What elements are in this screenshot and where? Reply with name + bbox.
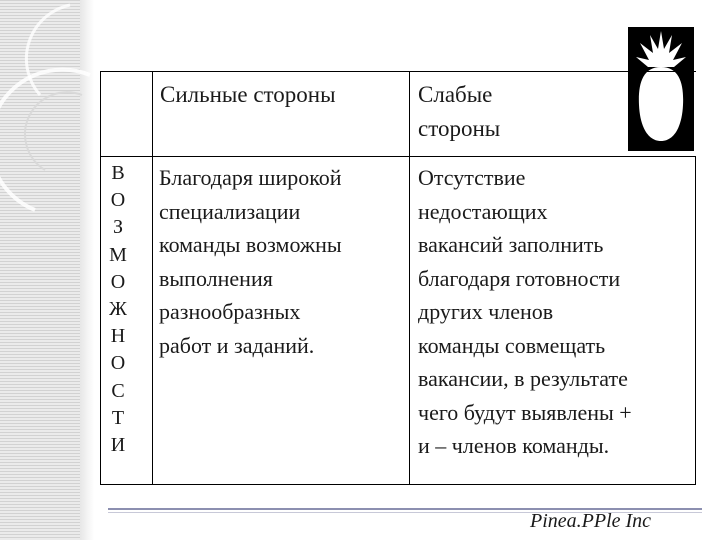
table-border-right bbox=[695, 156, 696, 485]
cell-weaknesses-opportunities: Отсутствие недостающих вакансий заполнить благодаря готовности других членов команды совмещать вакансии, в результате чего будут выявлены + и – членов команды. bbox=[418, 165, 632, 458]
table-divider-2 bbox=[409, 71, 410, 485]
table-border-header bbox=[100, 156, 696, 157]
header-weaknesses: Слабые стороны bbox=[418, 82, 501, 141]
table-border-bottom bbox=[100, 484, 696, 485]
header-strengths: Сильные стороны bbox=[160, 82, 336, 107]
table-border-left bbox=[100, 71, 101, 485]
decorative-swirl bbox=[0, 0, 100, 230]
cell-strengths-opportunities: Благодаря широкой специализации команды возможны выполнения разнообразных работ и заданий. bbox=[159, 165, 342, 358]
table-divider-1 bbox=[152, 71, 153, 485]
footer-company: Pinea.PPle Inc bbox=[530, 510, 652, 532]
row-label-opportunities: В О З М О Ж Н О С Т И bbox=[109, 162, 127, 457]
table-border-top bbox=[100, 71, 696, 72]
